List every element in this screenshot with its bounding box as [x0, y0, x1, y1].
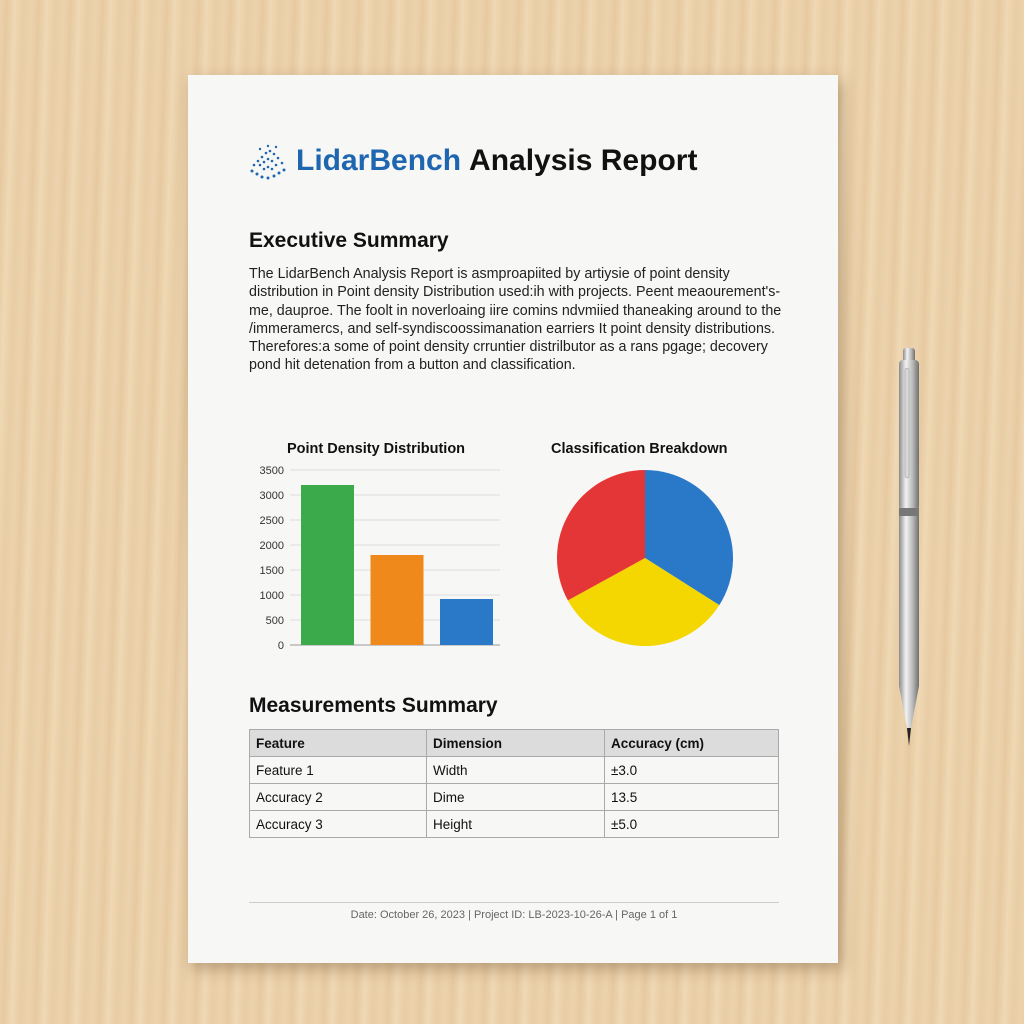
lidar-logo-icon: [248, 141, 288, 181]
table-cell: Accuracy 2: [250, 784, 427, 811]
page-footer: Date: October 26, 2023 | Project ID: LB-2023-10-26-A | Page 1 of 1: [350, 909, 678, 921]
table-cell: Dime: [427, 784, 605, 811]
bar: [440, 599, 493, 645]
measurements-table: [249, 729, 779, 838]
report-page: [188, 75, 838, 963]
footer-divider: [249, 902, 779, 903]
table-cell: Width: [427, 757, 605, 784]
table-cell: Height: [427, 811, 605, 838]
table-cell: Accuracy 3: [250, 811, 427, 838]
y-tick-label: 500: [265, 615, 284, 627]
y-tick-label: 1000: [259, 590, 284, 602]
report-title: [248, 141, 697, 181]
table-cell: ±5.0: [605, 811, 779, 838]
column-header: Feature: [250, 730, 427, 757]
y-tick-label: 2500: [259, 515, 284, 527]
table-cell: ±3.0: [605, 757, 779, 784]
table-cell: Feature 1: [250, 757, 427, 784]
bar: [371, 555, 424, 645]
executive-summary-text: The LidarBench Analysis Report is asmproapiited by artiysie of point density distribution in Point density Distribution used:ih with projects. Peent meaourement's-me, dauproe. The foolt in noverloaing iire comins ndvmiied thaneaking around to the /immeramercs, and self-syndiscoossimanation earriers It point density distributions. Therefores:a some of point density crruntier distrilbutor as a rans pgage; decovery pond hit detenation from a button and classification.: [249, 266, 782, 374]
y-tick-label: 1500: [259, 565, 284, 577]
brand-name: LidarBench: [296, 144, 462, 177]
y-tick-label: 2000: [259, 540, 284, 552]
pie-chart: [555, 468, 735, 648]
bar-chart: [248, 460, 508, 655]
y-tick-label: 0: [277, 640, 284, 652]
table-cell: 13.5: [605, 784, 779, 811]
executive-summary-heading: Executive Summary: [249, 229, 449, 252]
table-row: [250, 811, 779, 838]
y-tick-label: 3000: [259, 490, 284, 502]
bar-chart-title: Point Density Distribution: [287, 441, 466, 457]
table-row: [250, 757, 779, 784]
column-header: Accuracy (cm): [605, 730, 779, 757]
table-header-row: [250, 730, 779, 757]
pen-icon: [896, 348, 922, 748]
y-tick-label: 3500: [259, 465, 284, 477]
table-row: [250, 784, 779, 811]
column-header: Dimension: [427, 730, 605, 757]
title-text: Analysis Report: [469, 144, 698, 177]
bar: [301, 485, 354, 645]
pie-chart-title: Classification Breakdown: [551, 441, 728, 457]
measurements-heading: Measurements Summary: [249, 694, 498, 717]
